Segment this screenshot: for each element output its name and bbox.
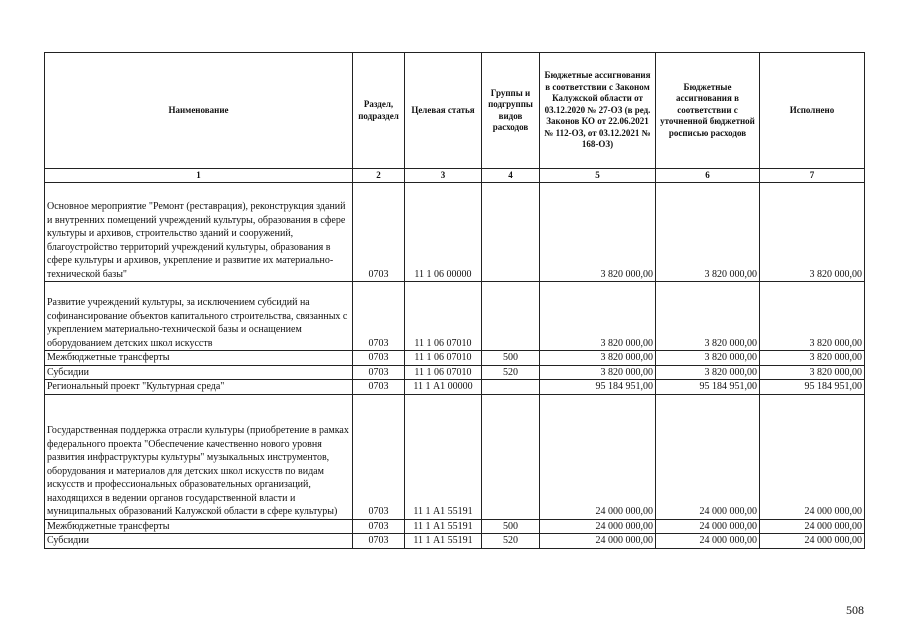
row-executed-amount: 95 184 951,00: [760, 380, 865, 395]
row-group: 520: [482, 534, 540, 549]
table-row: [45, 394, 865, 519]
row-executed-amount: 24 000 000,00: [760, 519, 865, 534]
row-group: 500: [482, 351, 540, 366]
row-name: Развитие учреждений культуры, за исключением субсидий на софинансирование объектов капитального строительства, связанных с укреплением материально-технической базы и оснащением оборудованием детских школ искусств: [45, 282, 353, 351]
row-executed-amount: 3 820 000,00: [760, 351, 865, 366]
table-row: [45, 365, 865, 380]
row-group: [482, 394, 540, 519]
row-schedule-amount: 24 000 000,00: [656, 519, 760, 534]
row-target: 11 1 06 07010: [405, 365, 482, 380]
table-row: [45, 519, 865, 534]
table-row: [45, 380, 865, 395]
row-group: 520: [482, 365, 540, 380]
header-name: Наименование: [45, 53, 353, 169]
header-section: Раздел, подраздел: [353, 53, 405, 169]
header-executed: Исполнено: [760, 53, 865, 169]
row-executed-amount: 3 820 000,00: [760, 183, 865, 282]
row-schedule-amount: 95 184 951,00: [656, 380, 760, 395]
row-executed-amount: 3 820 000,00: [760, 282, 865, 351]
header-schedule: Бюджетные ассигнования в соответствии с уточненной бюджетной росписью расходов: [656, 53, 760, 169]
column-number: 1: [45, 169, 353, 183]
header-row: [45, 53, 865, 169]
column-number: 2: [353, 169, 405, 183]
row-name: Государственная поддержка отрасли культуры (приобретение в рамках федерального проекта "Обеспечение качественно нового уровня развития инфраструктуры культуры" музыкальных инструментов, оборудования и материалов для детских школ искусств по видам искусств и профессиональных образовательных организаций, находящихся в ведении органов государственной власти и муниципальных образований Калужской области в сфере культуры): [45, 394, 353, 519]
row-section: 0703: [353, 394, 405, 519]
row-schedule-amount: 3 820 000,00: [656, 351, 760, 366]
column-number: 3: [405, 169, 482, 183]
row-group: 500: [482, 519, 540, 534]
row-law-amount: 95 184 951,00: [540, 380, 656, 395]
page-number: 508: [846, 603, 864, 617]
row-name: Региональный проект "Культурная среда": [45, 380, 353, 395]
column-number: 7: [760, 169, 865, 183]
row-name: Основное мероприятие "Ремонт (реставрация), реконструкция зданий и внутренних помещений учреждений культуры, образования в сфере культуры и архивов, строительство зданий и сооружений, благоустройство территорий учреждений культуры, образования в сфере культуры и архивов, укрепление и развитие их материально-технической базы": [45, 183, 353, 282]
row-target: 11 1 А1 55191: [405, 534, 482, 549]
row-target: 11 1 А1 55191: [405, 519, 482, 534]
column-number-row: [45, 169, 865, 183]
row-section: 0703: [353, 351, 405, 366]
column-number: 6: [656, 169, 760, 183]
row-law-amount: 3 820 000,00: [540, 365, 656, 380]
row-section: 0703: [353, 365, 405, 380]
table-row: [45, 183, 865, 282]
row-schedule-amount: 24 000 000,00: [656, 394, 760, 519]
row-schedule-amount: 3 820 000,00: [656, 365, 760, 380]
budget-table: [44, 52, 865, 549]
row-schedule-amount: 24 000 000,00: [656, 534, 760, 549]
row-executed-amount: 24 000 000,00: [760, 534, 865, 549]
row-name: Субсидии: [45, 534, 353, 549]
row-target: 11 1 06 07010: [405, 282, 482, 351]
row-law-amount: 3 820 000,00: [540, 351, 656, 366]
row-schedule-amount: 3 820 000,00: [656, 183, 760, 282]
row-executed-amount: 24 000 000,00: [760, 394, 865, 519]
header-group: Группы и подгруппы видов расходов: [482, 53, 540, 169]
column-number: 5: [540, 169, 656, 183]
row-group: [482, 380, 540, 395]
row-target: 11 1 А1 55191: [405, 394, 482, 519]
table-row: [45, 534, 865, 549]
row-name: Межбюджетные трансферты: [45, 351, 353, 366]
row-section: 0703: [353, 534, 405, 549]
row-section: 0703: [353, 282, 405, 351]
row-law-amount: 3 820 000,00: [540, 183, 656, 282]
row-schedule-amount: 3 820 000,00: [656, 282, 760, 351]
row-law-amount: 24 000 000,00: [540, 394, 656, 519]
row-section: 0703: [353, 519, 405, 534]
header-law: Бюджетные ассигнования в соответствии с Законом Калужской области от 03.12.2020 № 27-ОЗ (в ред. Законов КО от 22.06.2021 № 112-ОЗ, от 03.12.2021 № 168-ОЗ): [540, 53, 656, 169]
row-group: [482, 282, 540, 351]
row-section: 0703: [353, 183, 405, 282]
row-target: 11 1 06 07010: [405, 351, 482, 366]
row-law-amount: 3 820 000,00: [540, 282, 656, 351]
row-name: Межбюджетные трансферты: [45, 519, 353, 534]
row-group: [482, 183, 540, 282]
header-target: Целевая статья: [405, 53, 482, 169]
column-number: 4: [482, 169, 540, 183]
row-target: 11 1 06 00000: [405, 183, 482, 282]
table-row: [45, 351, 865, 366]
row-name: Субсидии: [45, 365, 353, 380]
row-law-amount: 24 000 000,00: [540, 534, 656, 549]
row-executed-amount: 3 820 000,00: [760, 365, 865, 380]
table-row: [45, 282, 865, 351]
row-section: 0703: [353, 380, 405, 395]
row-target: 11 1 А1 00000: [405, 380, 482, 395]
row-law-amount: 24 000 000,00: [540, 519, 656, 534]
